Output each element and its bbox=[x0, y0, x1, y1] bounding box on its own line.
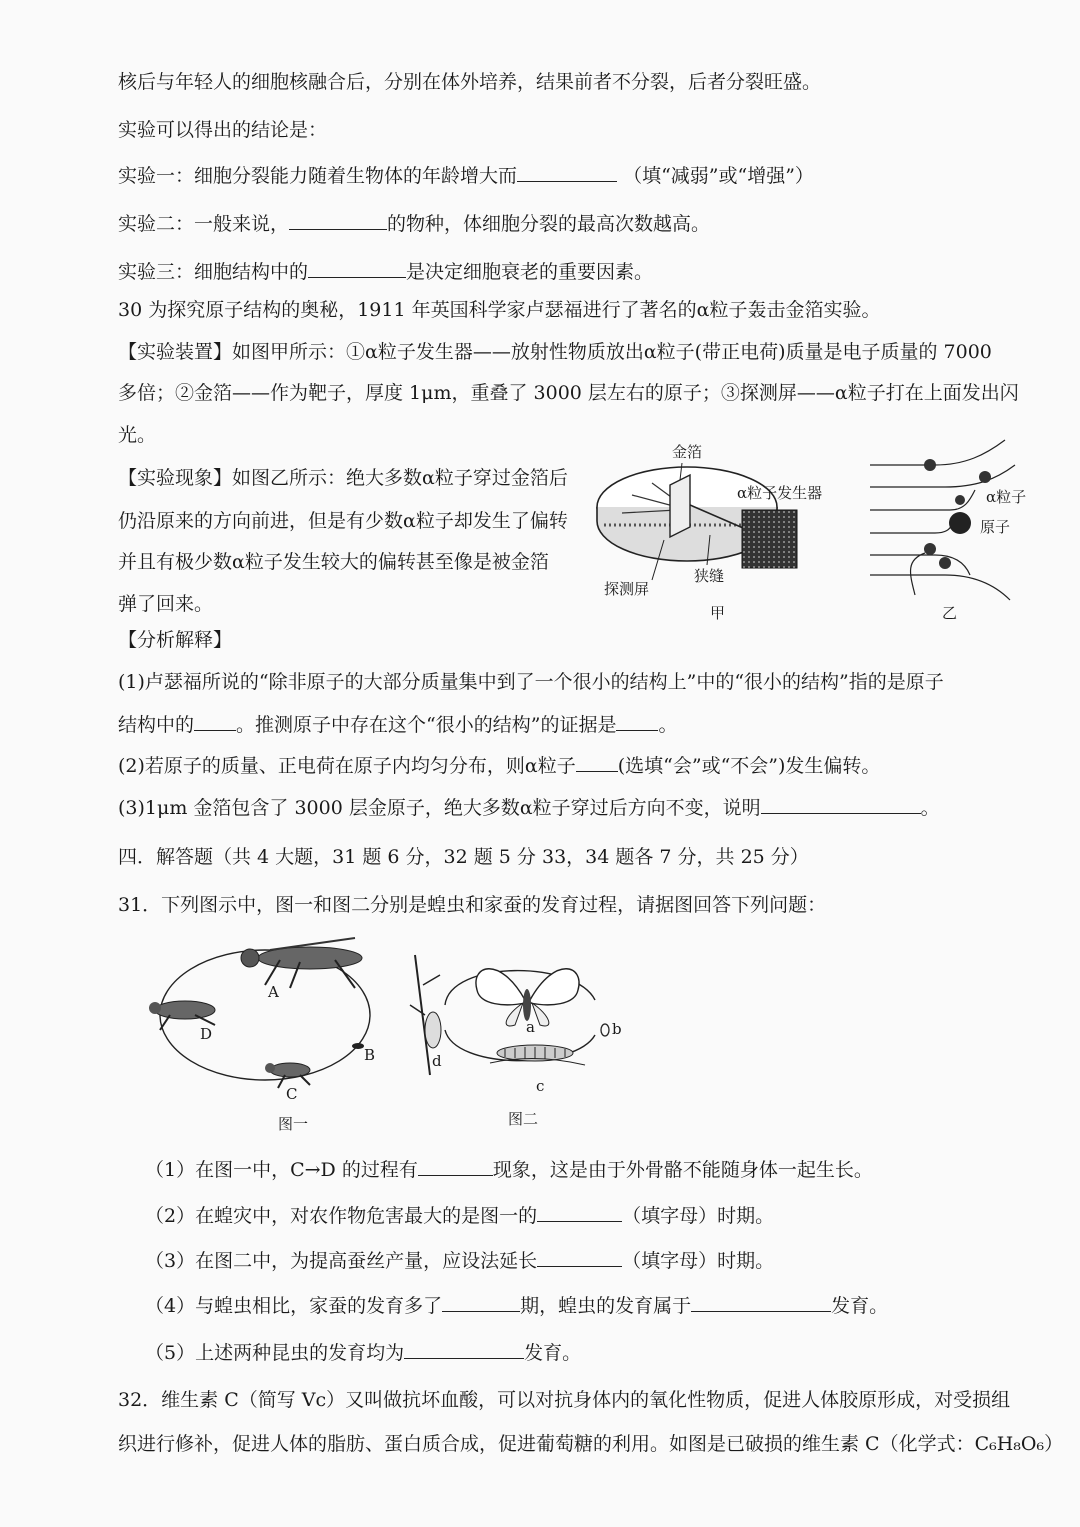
q30-q3-end: 。 bbox=[920, 797, 940, 819]
q30-q1-text-c: 。推测原子中存在这个“很小的结构”的证据是 bbox=[236, 714, 617, 736]
q29-exp2 bbox=[118, 211, 710, 236]
q31-q3-text: （3）在图二中，为提高蚕丝产量，应设法延长 bbox=[145, 1250, 538, 1272]
q30-q1-text-b: 结构中的 bbox=[118, 714, 195, 736]
q31-q1 bbox=[145, 1157, 873, 1182]
q29-exp1 bbox=[118, 163, 814, 188]
silkworm-larva-icon bbox=[490, 1045, 585, 1065]
q31-q2-blank[interactable] bbox=[537, 1203, 622, 1222]
q31-q5-text-b: 发育。 bbox=[524, 1342, 582, 1364]
q31-q4 bbox=[145, 1293, 888, 1318]
q29-exp3-blank[interactable] bbox=[308, 259, 406, 278]
q30-q1-blank1[interactable] bbox=[194, 712, 236, 731]
q31-q2-text: （2）在蝗灾中，对农作物危害最大的是图一的 bbox=[145, 1205, 538, 1227]
q31-q3-blank[interactable] bbox=[537, 1248, 622, 1267]
locust-adult-icon bbox=[241, 938, 362, 988]
q30-phenomenon-line1: 【实验现象】如图乙所示：绝大多数α粒子穿过金箔后 bbox=[118, 467, 568, 489]
q31-q4-text-b: 期，蝗虫的发育属于 bbox=[520, 1295, 692, 1317]
q30-q2-hint: (选填“会”或“不会”)发生偏转。 bbox=[617, 755, 881, 777]
q31-q1-blank[interactable] bbox=[418, 1157, 493, 1176]
q30-phenomenon-line4: 弹了回来。 bbox=[118, 593, 214, 615]
q30-setup-line1: 【实验装置】如图甲所示：①α粒子发生器——放射性物质放出α粒子(带正电荷)质量是电子质量的 7000 bbox=[118, 341, 992, 363]
q31-q5 bbox=[145, 1340, 581, 1365]
q29-exp2-text: 实验二：一般来说， bbox=[118, 213, 290, 235]
q31-q2 bbox=[145, 1203, 774, 1228]
fig1-label-D: D bbox=[200, 1025, 213, 1043]
q31-q3 bbox=[145, 1248, 774, 1273]
q31-q4-text-c: 发育。 bbox=[831, 1295, 889, 1317]
q30-setup-line3: 光。 bbox=[118, 424, 157, 446]
q30-q1-line1: (1)卢瑟福所说的“除非原子的大部分质量集中到了一个很小的结构上”中的“很小的结构”指的是原子 bbox=[118, 671, 944, 693]
q30-phenomenon-line2: 仍沿原来的方向前进，但是有少数α粒子却发生了偏转 bbox=[118, 510, 568, 532]
q29-exp2-text-b: 的物种，体细胞分裂的最高次数越高。 bbox=[387, 213, 711, 235]
q29-exp3-text-b: 是决定细胞衰老的重要因素。 bbox=[406, 261, 654, 283]
q30-setup-line2: 多倍；②金箔——作为靶子，厚度 1μm，重叠了 3000 层左右的原子；③探测屏——α粒子打在上面发出闪 bbox=[118, 382, 1019, 404]
figure-jia-caption: 甲 bbox=[710, 604, 726, 622]
figure-yi-caption: 乙 bbox=[942, 604, 958, 622]
q30-q2 bbox=[118, 753, 880, 778]
q31-q4-blank1[interactable] bbox=[442, 1293, 520, 1312]
fig2-label-d: d bbox=[432, 1052, 442, 1070]
fig1-label-B: B bbox=[364, 1046, 376, 1064]
q31-intro: 31．下列图示中，图一和图二分别是蝗虫和家蚕的发育过程，请据图回答下列问题： bbox=[118, 894, 827, 916]
q32-line1: 32．维生素 C（简写 Vc）又叫做抗坏血酸，可以对抗身体内的氧化性物质，促进人体胶原形成，对受损组 bbox=[118, 1389, 1011, 1411]
section4-heading: 四．解答题（共 4 大题，31 题 6 分，32 题 5 分 33，34 题各 7 分，共 25 分） bbox=[118, 846, 809, 868]
q30-q3-text: (3)1μm 金箔包含了 3000 层金原子，绝大多数α粒子穿过后方向不变，说明 bbox=[118, 797, 761, 819]
q30-q3-blank[interactable] bbox=[761, 795, 921, 814]
q31-q4-text: （4）与蝗虫相比，家蚕的发育多了 bbox=[145, 1295, 443, 1317]
fig2-label-b: b bbox=[612, 1020, 622, 1038]
q31-q4-blank2[interactable] bbox=[691, 1293, 831, 1312]
silkworm-egg-icon bbox=[601, 1024, 609, 1036]
q31-q5-text: （5）上述两种昆虫的发育均为 bbox=[145, 1342, 405, 1364]
q30-q1-line2 bbox=[118, 712, 677, 737]
fig2-label-c: c bbox=[536, 1077, 545, 1095]
silkworm-lifecycle-figure bbox=[405, 945, 625, 1095]
locust-lifecycle-figure bbox=[140, 930, 390, 1120]
q30-q2-blank[interactable] bbox=[576, 753, 618, 772]
q29-exp3-text: 实验三：细胞结构中的 bbox=[118, 261, 309, 283]
q31-q1-text-b: 现象，这是由于外骨骼不能随身体一起生长。 bbox=[492, 1159, 873, 1181]
q29-exp3 bbox=[118, 259, 653, 284]
q29-exp2-blank[interactable] bbox=[289, 211, 387, 230]
q29-conclusion-intro: 实验可以得出的结论是： bbox=[118, 119, 328, 141]
figure2-caption: 图二 bbox=[508, 1110, 539, 1128]
figure1-caption: 图一 bbox=[278, 1115, 309, 1133]
q30-q1-text-d: 。 bbox=[658, 714, 678, 736]
label-detector-screen: 探测屏 bbox=[604, 580, 650, 598]
q31-q1-text: （1）在图一中，C→D 的过程有 bbox=[145, 1159, 418, 1181]
q30-intro: 30 为探究原子结构的奥秘，1911 年英国科学家卢瑟福进行了著名的α粒子轰击金箔实验。 bbox=[118, 299, 881, 321]
q29-exp1-hint: （填“减弱”或“增强”） bbox=[623, 165, 814, 187]
q30-q2-text: (2)若原子的质量、正电荷在原子内均匀分布，则α粒子 bbox=[118, 755, 576, 777]
q31-q3-hint: （填字母）时期。 bbox=[622, 1250, 775, 1272]
q30-q1-blank2[interactable] bbox=[616, 712, 658, 731]
q29-exp1-text: 实验一：细胞分裂能力随着生物体的年龄增大而 bbox=[118, 165, 518, 187]
label-alpha-particle: α粒子 bbox=[986, 488, 1027, 506]
q31-q5-blank[interactable] bbox=[404, 1340, 524, 1359]
label-slit: 狭缝 bbox=[694, 567, 725, 585]
fig1-label-A: A bbox=[268, 983, 279, 1001]
q29-text-continued: 核后与年轻人的细胞核融合后，分别在体外培养，结果前者不分裂，后者分裂旺盛。 bbox=[118, 71, 822, 93]
q32-line2: 织进行修补，促进人体的脂肪、蛋白质合成，促进葡萄糖的利用。如图是已破损的维生素 C（化学式：C₆H₈O₆） bbox=[118, 1433, 1064, 1455]
q30-analysis-title: 【分析解释】 bbox=[118, 629, 233, 651]
q31-q2-hint: （填字母）时期。 bbox=[622, 1205, 775, 1227]
label-alpha-generator: α粒子发生器 bbox=[737, 484, 823, 502]
label-atom: 原子 bbox=[980, 518, 1011, 536]
q29-exp1-blank[interactable] bbox=[517, 163, 617, 182]
fig2-label-a: a bbox=[526, 1018, 535, 1036]
label-gold-foil: 金箔 bbox=[672, 443, 703, 461]
q30-phenomenon-line3: 并且有极少数α粒子发生较大的偏转甚至像是被金箔 bbox=[118, 551, 549, 573]
q30-q3 bbox=[118, 795, 940, 820]
locust-egg-icon bbox=[352, 1043, 364, 1049]
fig1-label-C: C bbox=[286, 1085, 298, 1103]
